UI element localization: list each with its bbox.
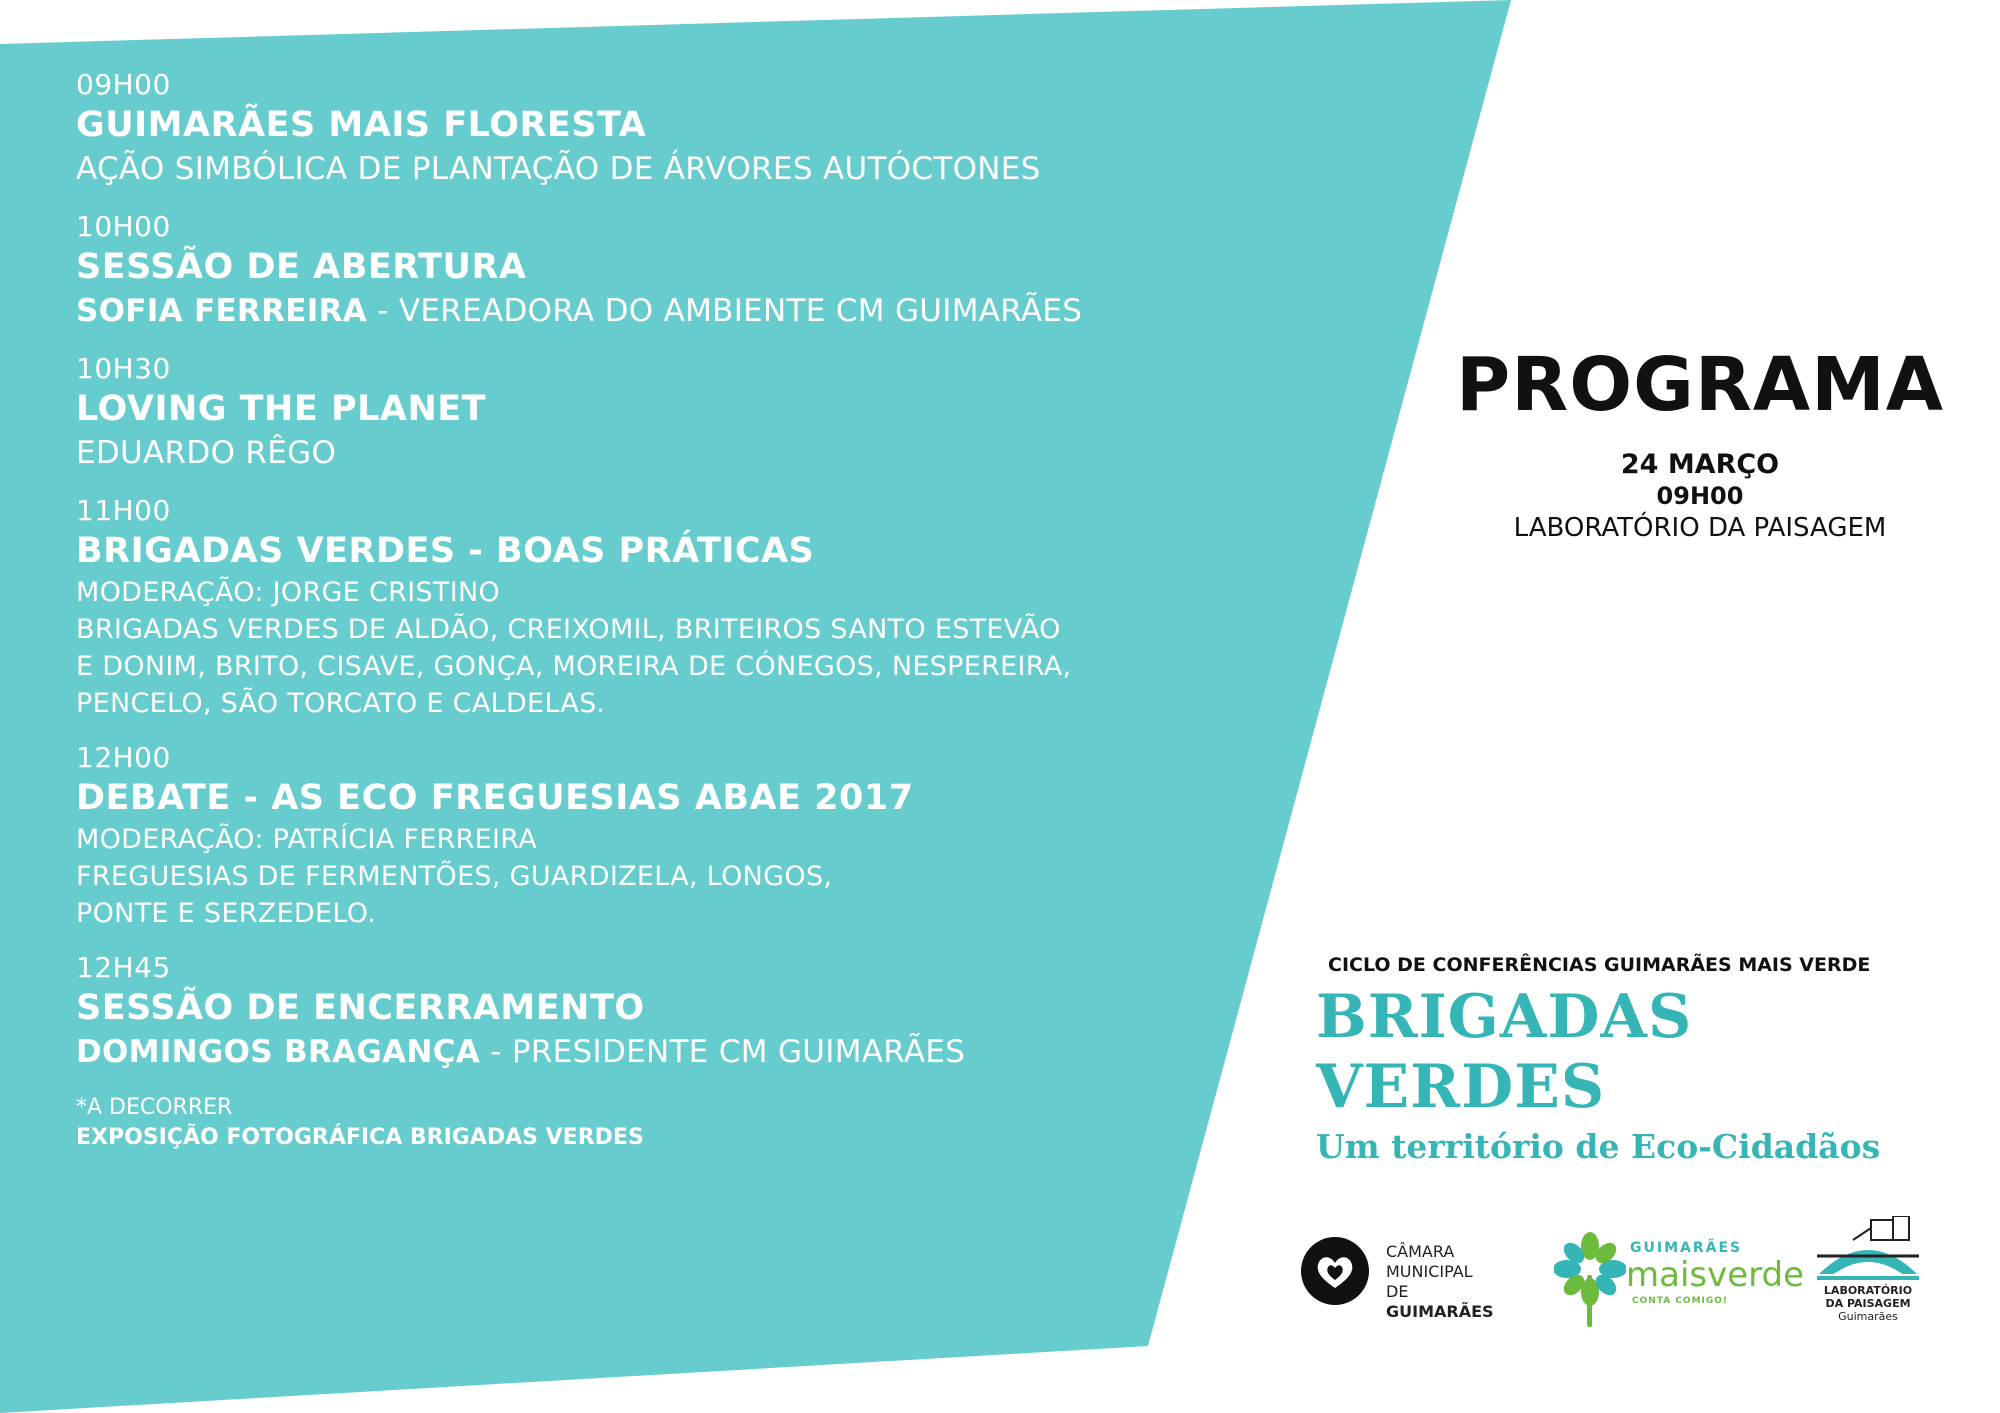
item-time: 10H30 xyxy=(76,352,171,385)
item-subtitle xyxy=(76,1031,1096,1074)
event-time: 09H00 xyxy=(1656,482,1744,510)
lab-line2: DA PAISAGEM xyxy=(1825,1297,1911,1310)
item-moderation: MODERAÇÃO: JORGE CRISTINO xyxy=(76,577,501,608)
item-time: 10H00 xyxy=(76,210,171,243)
event-place: LABORATÓRIO DA PAISAGEM xyxy=(1513,513,1887,543)
item-line: PONTE E SERZEDELO. xyxy=(76,898,377,929)
schedule-item xyxy=(76,210,1096,333)
event-title: BRIGADAS VERDES xyxy=(1316,982,1693,1122)
camara-line2: MUNICIPAL DE xyxy=(1386,1262,1473,1301)
schedule-item xyxy=(76,494,1096,722)
item-moderation: MODERAÇÃO: PATRÍCIA FERREIRA xyxy=(76,824,538,855)
item-time: 09H00 xyxy=(76,68,171,101)
heart-icon xyxy=(1300,1236,1370,1306)
schedule-item xyxy=(76,68,1096,191)
item-title: BRIGADAS VERDES - BOAS PRÁTICAS xyxy=(76,531,815,571)
item-time: 12H00 xyxy=(76,741,171,774)
event-subtitle: Um território de Eco-Cidadãos xyxy=(1316,1127,1881,1166)
maisverde-logo xyxy=(1554,1230,1805,1330)
item-line: FREGUESIAS DE FERMENTÕES, GUARDIZELA, LONGOS, xyxy=(76,861,833,892)
item-time: 11H00 xyxy=(76,494,171,527)
item-title: LOVING THE PLANET xyxy=(76,389,487,429)
programa-block xyxy=(1440,342,1960,545)
item-title: SESSÃO DE ENCERRAMENTO xyxy=(76,988,645,1028)
event-date: 24 MARÇO xyxy=(1620,449,1780,480)
maisverde-line3: CONTA COMIGO! xyxy=(1632,1296,1729,1306)
note-text: EXPOSIÇÃO FOTOGRÁFICA BRIGADAS VERDES xyxy=(76,1125,644,1150)
camara-text xyxy=(1386,1242,1500,1322)
schedule xyxy=(76,68,1096,1153)
schedule-item xyxy=(76,352,1096,475)
camara-line3: GUIMARÃES xyxy=(1386,1302,1494,1321)
conference-cycle: CICLO DE CONFERÊNCIAS GUIMARÃES MAIS VERDE xyxy=(1328,954,1871,976)
item-title: DEBATE - AS ECO FREGUESIAS ABAE 2017 xyxy=(76,778,914,818)
maisverde-line1: GUIMARÃES xyxy=(1630,1240,1743,1256)
note-label: *A DECORRER xyxy=(76,1095,233,1120)
event-block xyxy=(1316,952,1996,1168)
item-title: GUIMARÃES MAIS FLORESTA xyxy=(76,105,647,145)
item-subtitle: EDUARDO RÊGO xyxy=(76,435,337,471)
camara-line1: CÂMARA xyxy=(1386,1242,1455,1261)
camara-logo xyxy=(1300,1236,1500,1321)
item-time: 12H45 xyxy=(76,951,171,984)
item-line: E DONIM, BRITO, CISAVE, GONÇA, MOREIRA DE CÓNEGOS, NESPEREIRA, xyxy=(76,651,1072,682)
speaker-name: SOFIA FERREIRA xyxy=(76,293,368,329)
lab-line1: LABORATÓRIO xyxy=(1823,1284,1913,1297)
lab-line3: Guimarães xyxy=(1838,1310,1898,1323)
item-subtitle xyxy=(76,290,1096,333)
exhibition-note xyxy=(76,1093,1096,1153)
speaker-role: - VEREADORA DO AMBIENTE CM GUIMARÃES xyxy=(367,293,1083,329)
maisverde-line2: maisverde xyxy=(1626,1255,1805,1295)
item-line: PENCELO, SÃO TORCATO E CALDELAS. xyxy=(76,688,606,719)
item-subtitle: AÇÃO SIMBÓLICA DE PLANTAÇÃO DE ÁRVORES AUTÓCTONES xyxy=(76,151,1041,187)
speaker-name: DOMINGOS BRAGANÇA xyxy=(76,1034,481,1070)
item-line: BRIGADAS VERDES DE ALDÃO, CREIXOMIL, BRITEIROS SANTO ESTEVÃO xyxy=(76,614,1061,645)
item-title: SESSÃO DE ABERTURA xyxy=(76,247,527,287)
schedule-item xyxy=(76,951,1096,1074)
schedule-item xyxy=(76,741,1096,932)
laboratorio-logo xyxy=(1808,1216,1928,1326)
flower-icon xyxy=(1554,1230,1626,1330)
bridge-icon xyxy=(1813,1216,1923,1284)
speaker-role: - PRESIDENTE CM GUIMARÃES xyxy=(480,1034,966,1070)
programa-heading: PROGRAMA xyxy=(1455,342,1945,428)
